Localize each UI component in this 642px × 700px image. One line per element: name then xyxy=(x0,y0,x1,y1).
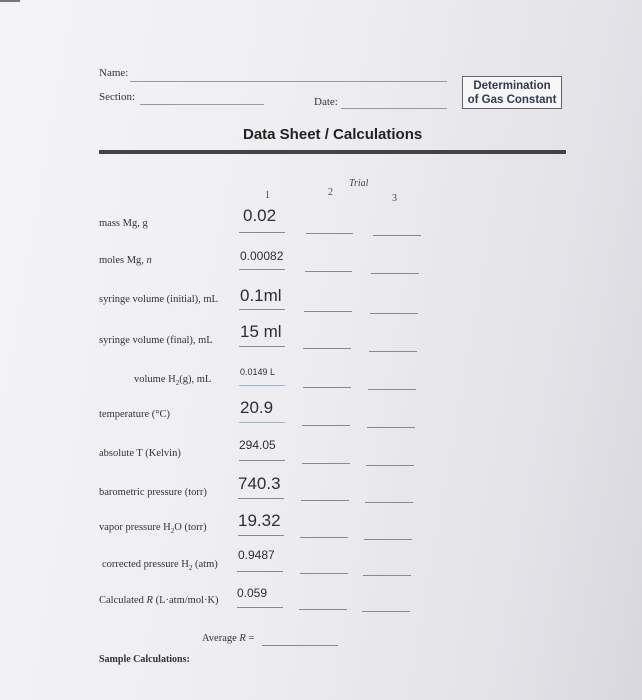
trial-1-temperature: 20.9 xyxy=(240,398,274,417)
trial-2-absolute-t-field[interactable] xyxy=(302,463,350,464)
average-r-field[interactable] xyxy=(262,645,338,646)
trial-2-moles-mg-field[interactable] xyxy=(305,271,352,272)
trial-1-mass-mg-line xyxy=(239,232,285,233)
trial-3-temperature-field[interactable] xyxy=(367,427,415,428)
average-r-label: Average R = xyxy=(202,633,255,644)
trial-2-calculated-r-field[interactable] xyxy=(299,609,347,610)
top-edge-rule xyxy=(0,0,20,2)
trial-1-volume-h2: 0.0149 L xyxy=(240,367,276,377)
trial-1-absolute-t-line xyxy=(239,460,285,461)
trial-1-barometric-line xyxy=(238,498,284,499)
name-field[interactable] xyxy=(130,81,447,82)
row-label-mass-mg: mass Mg, g xyxy=(99,218,148,229)
trial-1-syringe-final: 15 ml xyxy=(240,322,282,341)
experiment-title-line-2: of Gas Constant xyxy=(467,94,557,106)
title-divider xyxy=(99,150,566,154)
trial-1-moles-mg-line xyxy=(239,269,285,270)
section-label: Section: xyxy=(99,91,136,103)
row-label-moles-mg: moles Mg, n xyxy=(99,255,152,266)
trial-2-mass-mg-field[interactable] xyxy=(306,233,353,234)
row-label-barometric: barometric pressure (torr) xyxy=(99,487,207,498)
section-field[interactable] xyxy=(140,104,264,105)
date-field[interactable] xyxy=(341,108,447,109)
trial-2-barometric-field[interactable] xyxy=(301,500,349,501)
row-label-corrected-pressure: corrected pressure $H_2$ (atm) xyxy=(102,559,218,573)
trial-3-volume-h2-field[interactable] xyxy=(368,389,416,390)
trial-3-barometric-field[interactable] xyxy=(365,502,413,503)
trial-3-header: 3 xyxy=(392,193,397,204)
trial-1-calculated-r-line xyxy=(237,607,283,608)
trial-1-corrected-pressure: 0.9487 xyxy=(238,548,275,562)
trial-3-mass-mg-field[interactable] xyxy=(373,235,421,236)
experiment-title-box xyxy=(462,76,562,109)
row-label-syringe-final: syringe volume (final), mL xyxy=(99,335,213,346)
date-label: Date: xyxy=(314,96,338,108)
trial-2-temperature-field[interactable] xyxy=(302,425,350,426)
trial-1-syringe-final-line xyxy=(239,346,285,347)
trial-2-syringe-final-field[interactable] xyxy=(303,348,351,349)
trial-1-volume-h2-line xyxy=(239,385,285,386)
trial-1-syringe-initial-line xyxy=(239,309,285,310)
row-label-vapor-pressure: vapor pressure $H_2O$ (torr) xyxy=(99,522,207,536)
trial-1-vapor-pressure-line xyxy=(238,535,284,536)
trial-1-barometric: 740.3 xyxy=(238,474,281,493)
sample-calculations-label: Sample Calculations: xyxy=(99,654,190,665)
trial-1-calculated-r: 0.059 xyxy=(237,586,268,600)
trial-3-syringe-final-field[interactable] xyxy=(369,351,417,352)
trial-1-syringe-initial: 0.1ml xyxy=(240,286,282,305)
trial-1-moles-mg: 0.00082 xyxy=(240,249,284,263)
trial-3-vapor-pressure-field[interactable] xyxy=(364,539,412,540)
trial-2-volume-h2-field[interactable] xyxy=(303,387,351,388)
name-label: Name: xyxy=(99,67,129,79)
trial-1-temperature-line xyxy=(239,422,285,423)
sheet-title: Data Sheet / Calculations xyxy=(243,126,423,143)
trial-3-syringe-initial-field[interactable] xyxy=(370,313,418,314)
trial-2-corrected-pressure-field[interactable] xyxy=(300,573,348,574)
trial-1-vapor-pressure: 19.32 xyxy=(238,511,281,530)
trial-1-absolute-t: 294.05 xyxy=(239,438,276,452)
trial-header: Trial xyxy=(349,178,369,189)
trial-3-calculated-r-field[interactable] xyxy=(362,611,410,612)
row-label-syringe-initial: syringe volume (initial), mL xyxy=(99,294,218,305)
trial-1-corrected-pressure-line xyxy=(237,571,283,572)
row-label-temperature: temperature (°C) xyxy=(99,409,170,420)
row-label-volume-h2: volume $H_2(g)$, mL xyxy=(134,374,212,388)
trial-1-header: 1 xyxy=(265,190,270,201)
trial-3-absolute-t-field[interactable] xyxy=(366,465,414,466)
experiment-title-line-1: Determination xyxy=(473,80,551,92)
trial-2-header: 2 xyxy=(328,187,333,198)
trial-2-vapor-pressure-field[interactable] xyxy=(300,537,348,538)
trial-3-moles-mg-field[interactable] xyxy=(371,273,419,274)
trial-3-corrected-pressure-field[interactable] xyxy=(363,575,411,576)
row-label-absolute-t: absolute T (Kelvin) xyxy=(99,448,181,459)
trial-2-syringe-initial-field[interactable] xyxy=(304,311,352,312)
trial-1-mass-mg: 0.02 xyxy=(243,206,277,225)
row-label-calculated-r: Calculated R (L·atm/mol·K) xyxy=(99,595,219,606)
